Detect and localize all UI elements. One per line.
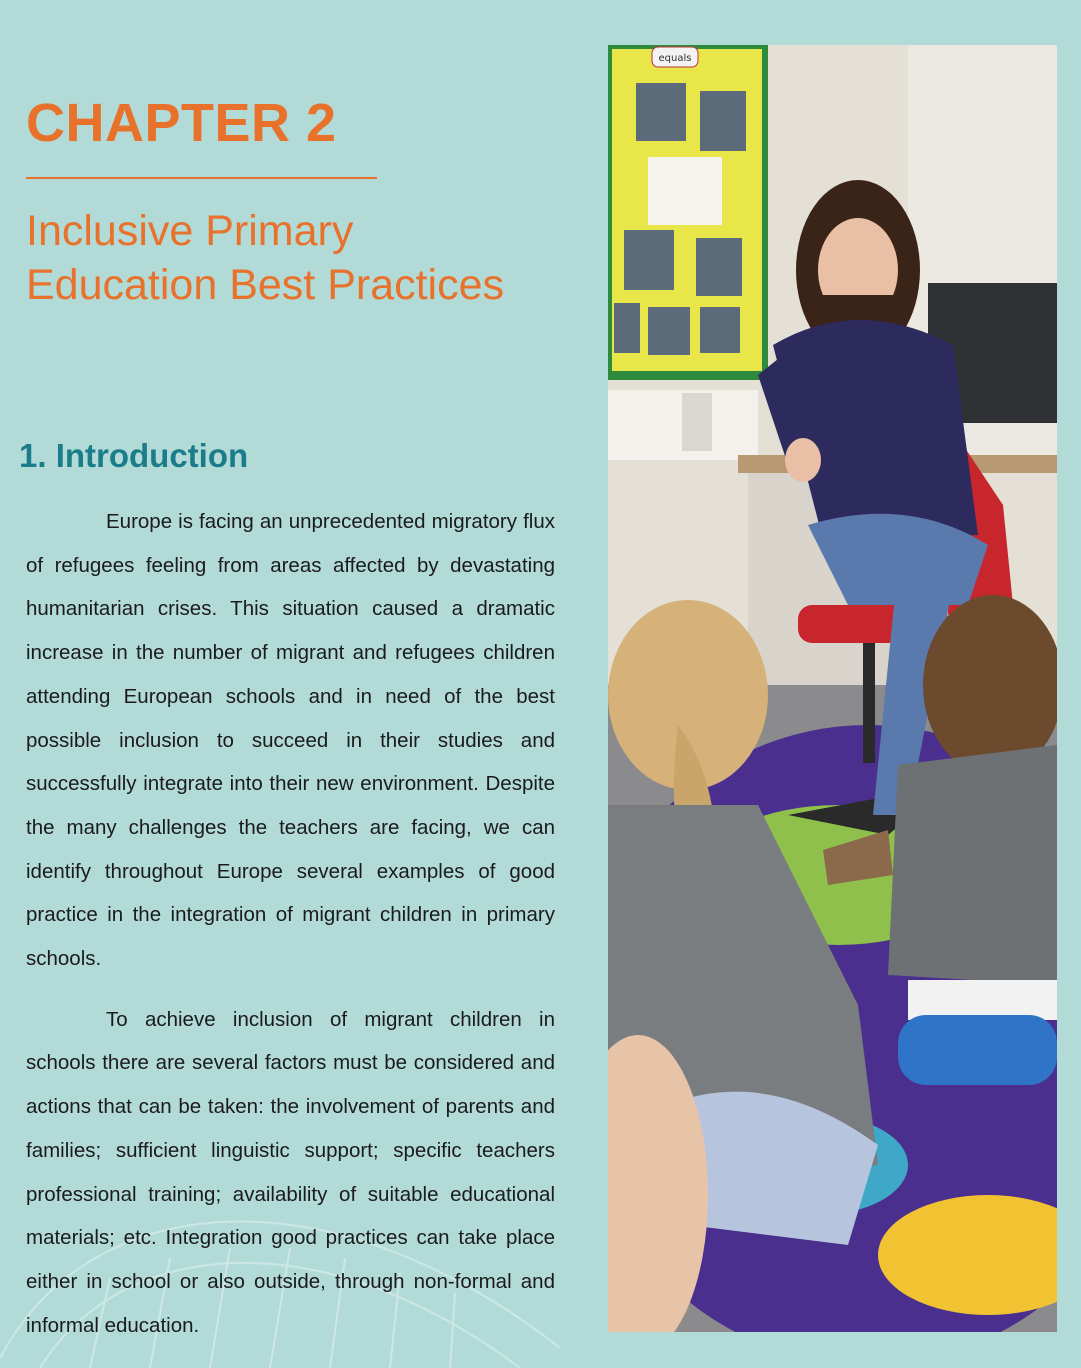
board-label: equals: [658, 53, 692, 64]
chapter-title-line-1: Inclusive Primary: [26, 207, 354, 255]
classroom-photo-icon: [608, 45, 1057, 1332]
chapter-label: CHAPTER 2: [26, 93, 337, 153]
section-heading: 1. Introduction: [19, 437, 249, 474]
paragraph-2: To achieve inclusion of migrant children in schools there are several factors must be considered and actions that can be taken: the involvement of parents and families; sufficient linguistic support; specific teachers professional training; availability of suitable educational materials; etc. Integration good practices can take place either in school or also outside, through non-formal and informal education.: [26, 1007, 555, 1337]
paragraph-1: Europe is facing an unprecedented migratory flux of refugees feeling from areas affected by devastating humanitarian crises. This situation caused a dramatic increase in the number of migrant and refugees children attending European schools and in need of the best possible inclusion to succeed in their studies and successfully integrate into their new environment. Despite the many challenges the teachers are facing, we can identify throughout Europe several examples of good practice in the integration of migrant children in primary schools.: [26, 510, 555, 971]
classroom-photo: [608, 45, 1057, 1332]
title-divider: [26, 177, 377, 179]
body-text: [26, 500, 555, 1364]
chapter-title: [26, 204, 586, 312]
chapter-title-line-2: Education Best Practices: [26, 261, 505, 309]
